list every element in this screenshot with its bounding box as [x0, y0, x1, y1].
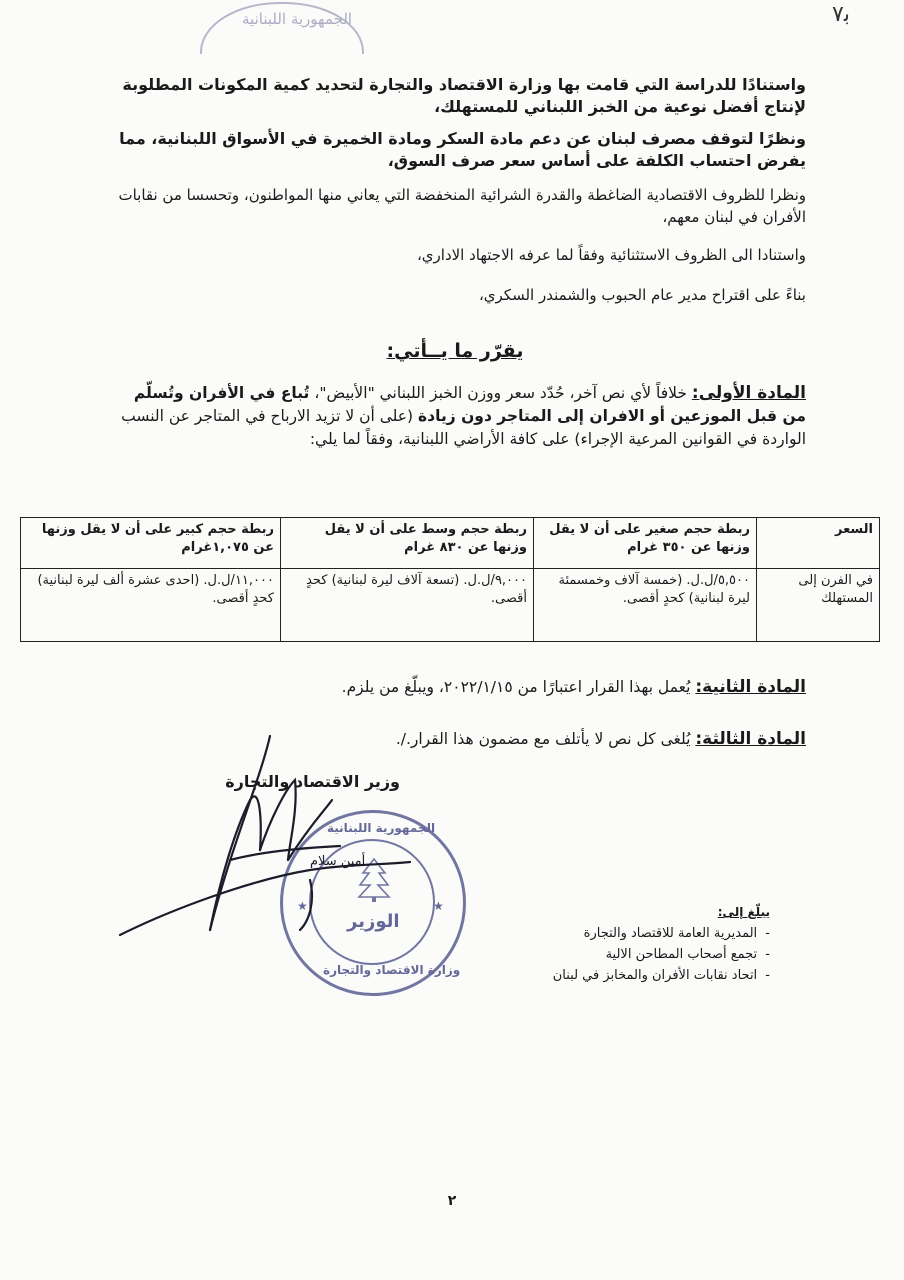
article-1-label: المادة الأولى: — [691, 383, 806, 403]
price-table — [20, 517, 880, 642]
header-medium: ربطة حجم وسط على أن لا يقل وزنها عن ٨٣٠ غرام — [281, 518, 534, 569]
preamble-paragraph-3: ونظرا للظروف الاقتصادية الضاغطة والقدرة الشرائية المنخفضة التي يعاني منها المواطنون، وتحسسا من نقابات الأفران في لبنان معهم، — [118, 186, 806, 226]
stamp-star-icon: ★ — [297, 899, 308, 913]
cell-large: ١١,٠٠٠/ل.ل. (احدى عشرة ألف ليرة لبنانية) كحدٍ أقصى. — [21, 569, 281, 642]
top-seal-stamp — [200, 2, 364, 54]
header-large: ربطة حجم كبير على أن لا يقل وزنها عن ١,٠٧٥غرام — [21, 518, 281, 569]
signature-name: أمين سلام — [310, 854, 366, 869]
minister-title: وزير الاقتصاد والتجارة — [225, 772, 400, 791]
stamp-center-text: الوزير — [347, 911, 400, 932]
article-2-label: المادة الثانية: — [695, 677, 806, 697]
article-1-text-b: (على أن لا تزيد الارباح في المتاجر عن النسب الواردة في القوانين المرعية الإجراء) على كافة الأراضي اللبنانية، وفقاً لما يلي: — [121, 407, 806, 448]
article-1-text-a: خلافاً لأي نص آخر، حُدّد سعر ووزن الخبز اللبناني "الأبيض"، — [309, 384, 687, 402]
article-2 — [106, 676, 806, 698]
article-2-text: يُعمل بهذا القرار اعتبارًا من ٢٠٢٢/١/١٥، ويبلّغ من يلزم. — [341, 678, 691, 696]
preamble-paragraph-4: واستنادا الى الظروف الاستثنائية وفقاً لما عرفه الاجتهاد الاداري، — [416, 246, 806, 264]
signature-scribble-icon — [110, 730, 440, 960]
article-1 — [106, 382, 806, 451]
notify-block — [510, 902, 770, 986]
row-label: في الفرن إلى المستهلك — [757, 569, 880, 642]
list-item: - اتحاد نقابات الأفران والمخابز في لبنان — [510, 965, 770, 986]
preamble-paragraph-2: ونظرًا لتوقف مصرف لبنان عن دعم مادة السكر ومادة الخميرة في الأسواق اللبنانية، مما يفرض احتساب الكلفة على أساس سعر صرف السوق، — [119, 129, 806, 170]
stamp-ring-top-text: الجمهورية اللبنانية — [327, 821, 436, 835]
notify-title: يبلّغ إلى: — [717, 905, 770, 919]
preamble-paragraph-5: بناءً على اقتراح مدير عام الحبوب والشمندر السكري، — [478, 286, 806, 304]
decision-heading: يقرّر ما يــأتي: — [386, 340, 524, 362]
cell-medium: ٩,٠٠٠/ل.ل. (تسعة آلاف ليرة لبنانية) كحدٍ أقصى. — [281, 569, 534, 642]
header-small: ربطة حجم صغير على أن لا يقل وزنها عن ٣٥٠ غرام — [534, 518, 757, 569]
list-item: - تجمع أصحاب المطاحن الالية — [510, 944, 770, 965]
stamp-star-icon: ★ — [433, 899, 444, 913]
article-1-text-bold: تُباع في الأفران وتُسلّم من قبل الموزعين أو الافران إلى المتاجر دون زيادة — [133, 384, 806, 425]
price-table-header-row — [21, 518, 880, 569]
cell-small: ٥,٥٠٠/ل.ل. (خمسة آلاف وخمسمئة ليرة لبنانية) كحدٍ أقصى. — [534, 569, 757, 642]
header-price: السعر — [757, 518, 880, 569]
top-seal-text: الجمهورية اللبنانية — [242, 10, 353, 28]
corner-handwritten-mark: ﺑ٧ — [832, 2, 850, 27]
table-row — [21, 569, 880, 642]
page-number: ٢ — [447, 1193, 457, 1209]
list-item: - المديرية العامة للاقتصاد والتجارة — [510, 923, 770, 944]
stamp-ring-bottom-text: وزارة الاقتصاد والتجارة — [323, 963, 461, 977]
preamble-paragraph-1: واستنادًا للدراسة التي قامت بها وزارة الاقتصاد والتجارة لتحديد كمية المكونات المطلوبة لإنتاج أفضل نوعية من الخبز اللبناني للمستهلك، — [122, 75, 806, 116]
article-3-text: يُلغى كل نص لا يأتلف مع مضمون هذا القرار./. — [395, 730, 691, 748]
article-3-label: المادة الثالثة: — [695, 729, 806, 749]
